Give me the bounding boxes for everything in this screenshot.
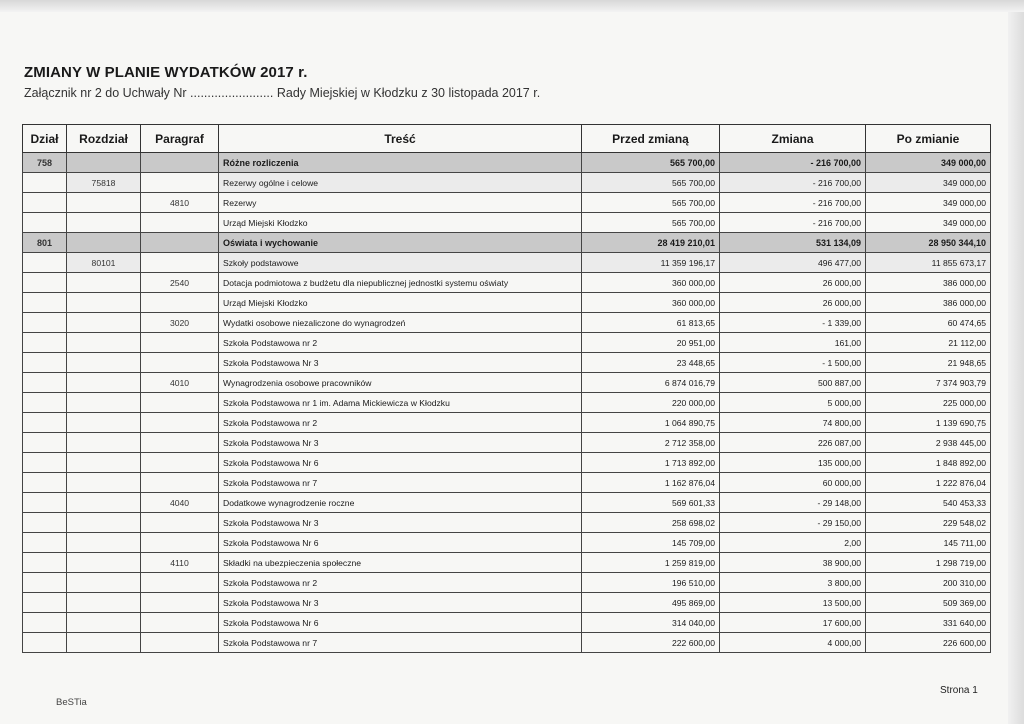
cell-po-zmianie: 386 000,00 — [866, 293, 991, 313]
cell-przed-zmiana: 6 874 016,79 — [582, 373, 720, 393]
cell-zmiana: - 1 500,00 — [720, 353, 866, 373]
cell-tresc: Dotacja podmiotowa z budżetu dla niepublicznej jednostki systemu oświaty — [219, 273, 582, 293]
cell-przed-zmiana: 565 700,00 — [582, 173, 720, 193]
cell-tresc: Szkoła Podstawowa nr 2 — [219, 333, 582, 353]
cell-paragraf — [141, 253, 219, 273]
table-row — [23, 593, 991, 613]
table-row — [23, 233, 991, 253]
cell-dzial — [23, 333, 67, 353]
header-zmiana: Zmiana — [720, 125, 866, 153]
cell-po-zmianie: 1 848 892,00 — [866, 453, 991, 473]
cell-paragraf: 4040 — [141, 493, 219, 513]
cell-przed-zmiana: 565 700,00 — [582, 193, 720, 213]
cell-paragraf: 4810 — [141, 193, 219, 213]
table-row — [23, 633, 991, 653]
table-header-row — [23, 125, 991, 153]
table-row — [23, 213, 991, 233]
cell-po-zmianie: 225 000,00 — [866, 393, 991, 413]
cell-po-zmianie: 331 640,00 — [866, 613, 991, 633]
cell-rozdzial — [67, 333, 141, 353]
cell-zmiana: 38 900,00 — [720, 553, 866, 573]
cell-po-zmianie: 1 298 719,00 — [866, 553, 991, 573]
cell-przed-zmiana: 565 700,00 — [582, 153, 720, 173]
table-row — [23, 493, 991, 513]
cell-po-zmianie: 540 453,33 — [866, 493, 991, 513]
cell-tresc: Szkoła Podstawowa Nr 6 — [219, 453, 582, 473]
cell-paragraf — [141, 213, 219, 233]
cell-po-zmianie: 349 000,00 — [866, 193, 991, 213]
cell-tresc: Szkoła Podstawowa Nr 6 — [219, 533, 582, 553]
cell-po-zmianie: 349 000,00 — [866, 153, 991, 173]
cell-paragraf — [141, 533, 219, 553]
table-row — [23, 193, 991, 213]
cell-po-zmianie: 349 000,00 — [866, 173, 991, 193]
cell-rozdzial — [67, 633, 141, 653]
cell-dzial — [23, 493, 67, 513]
table-row — [23, 533, 991, 553]
header-tresc: Treść — [219, 125, 582, 153]
cell-rozdzial — [67, 153, 141, 173]
cell-przed-zmiana: 2 712 358,00 — [582, 433, 720, 453]
cell-zmiana: 500 887,00 — [720, 373, 866, 393]
cell-rozdzial — [67, 273, 141, 293]
table-row — [23, 553, 991, 573]
cell-przed-zmiana: 61 813,65 — [582, 313, 720, 333]
table-row — [23, 513, 991, 533]
cell-zmiana: 161,00 — [720, 333, 866, 353]
cell-zmiana: 496 477,00 — [720, 253, 866, 273]
table-row — [23, 373, 991, 393]
cell-dzial — [23, 613, 67, 633]
cell-dzial — [23, 393, 67, 413]
table-row — [23, 273, 991, 293]
cell-zmiana: 60 000,00 — [720, 473, 866, 493]
cell-paragraf: 4010 — [141, 373, 219, 393]
cell-zmiana: 26 000,00 — [720, 273, 866, 293]
cell-przed-zmiana: 360 000,00 — [582, 293, 720, 313]
cell-tresc: Szkoła Podstawowa Nr 3 — [219, 593, 582, 613]
cell-zmiana: 26 000,00 — [720, 293, 866, 313]
cell-rozdzial — [67, 513, 141, 533]
cell-paragraf — [141, 233, 219, 253]
cell-dzial — [23, 433, 67, 453]
cell-tresc: Szkoły podstawowe — [219, 253, 582, 273]
cell-przed-zmiana: 11 359 196,17 — [582, 253, 720, 273]
cell-paragraf — [141, 593, 219, 613]
scan-right-edge — [1008, 12, 1024, 724]
cell-tresc: Szkoła Podstawowa nr 7 — [219, 633, 582, 653]
cell-rozdzial — [67, 193, 141, 213]
footer-software-label: BeSTia — [56, 697, 87, 708]
cell-paragraf — [141, 333, 219, 353]
cell-po-zmianie: 509 369,00 — [866, 593, 991, 613]
table-row — [23, 573, 991, 593]
cell-przed-zmiana: 1 064 890,75 — [582, 413, 720, 433]
cell-rozdzial — [67, 393, 141, 413]
cell-przed-zmiana: 1 259 819,00 — [582, 553, 720, 573]
table-row — [23, 333, 991, 353]
table-body — [23, 153, 991, 653]
header-paragraf: Paragraf — [141, 125, 219, 153]
cell-po-zmianie: 2 938 445,00 — [866, 433, 991, 453]
cell-po-zmianie: 145 711,00 — [866, 533, 991, 553]
cell-zmiana: 5 000,00 — [720, 393, 866, 413]
cell-rozdzial — [67, 593, 141, 613]
cell-zmiana: 3 800,00 — [720, 573, 866, 593]
header-przed-zmiana: Przed zmianą — [582, 125, 720, 153]
cell-paragraf — [141, 413, 219, 433]
cell-tresc: Rezerwy — [219, 193, 582, 213]
cell-tresc: Szkoła Podstawowa Nr 3 — [219, 353, 582, 373]
cell-tresc: Składki na ubezpieczenia społeczne — [219, 553, 582, 573]
cell-rozdzial — [67, 533, 141, 553]
cell-zmiana: 17 600,00 — [720, 613, 866, 633]
cell-dzial — [23, 293, 67, 313]
cell-paragraf: 4110 — [141, 553, 219, 573]
cell-przed-zmiana: 314 040,00 — [582, 613, 720, 633]
cell-przed-zmiana: 1 162 876,04 — [582, 473, 720, 493]
table-row — [23, 353, 991, 373]
cell-dzial — [23, 593, 67, 613]
cell-zmiana: - 1 339,00 — [720, 313, 866, 333]
cell-paragraf — [141, 433, 219, 453]
cell-przed-zmiana: 196 510,00 — [582, 573, 720, 593]
cell-dzial — [23, 173, 67, 193]
cell-tresc: Oświata i wychowanie — [219, 233, 582, 253]
cell-rozdzial — [67, 473, 141, 493]
cell-dzial — [23, 373, 67, 393]
cell-paragraf — [141, 633, 219, 653]
cell-zmiana: 135 000,00 — [720, 453, 866, 473]
cell-zmiana: 226 087,00 — [720, 433, 866, 453]
cell-po-zmianie: 226 600,00 — [866, 633, 991, 653]
cell-dzial: 758 — [23, 153, 67, 173]
cell-zmiana: - 29 150,00 — [720, 513, 866, 533]
table-row — [23, 453, 991, 473]
cell-po-zmianie: 60 474,65 — [866, 313, 991, 333]
cell-przed-zmiana: 569 601,33 — [582, 493, 720, 513]
cell-rozdzial — [67, 573, 141, 593]
cell-rozdzial — [67, 313, 141, 333]
cell-tresc: Urząd Miejski Kłodzko — [219, 213, 582, 233]
expenditure-changes-table — [22, 124, 991, 653]
cell-dzial: 801 — [23, 233, 67, 253]
cell-dzial — [23, 553, 67, 573]
cell-dzial — [23, 533, 67, 553]
cell-po-zmianie: 21 112,00 — [866, 333, 991, 353]
header-rozdzial: Rozdział — [67, 125, 141, 153]
header-dzial: Dział — [23, 125, 67, 153]
cell-tresc: Rezerwy ogólne i celowe — [219, 173, 582, 193]
cell-paragraf: 2540 — [141, 273, 219, 293]
cell-rozdzial — [67, 613, 141, 633]
cell-zmiana: 74 800,00 — [720, 413, 866, 433]
table-row — [23, 433, 991, 453]
cell-dzial — [23, 253, 67, 273]
table-row — [23, 413, 991, 433]
cell-tresc: Szkoła Podstawowa nr 2 — [219, 413, 582, 433]
cell-zmiana: - 216 700,00 — [720, 213, 866, 233]
cell-dzial — [23, 273, 67, 293]
cell-dzial — [23, 313, 67, 333]
cell-rozdzial — [67, 293, 141, 313]
cell-rozdzial — [67, 553, 141, 573]
cell-rozdzial: 80101 — [67, 253, 141, 273]
cell-tresc: Dodatkowe wynagrodzenie roczne — [219, 493, 582, 513]
cell-paragraf: 3020 — [141, 313, 219, 333]
header-po-zmianie: Po zmianie — [866, 125, 991, 153]
cell-paragraf — [141, 473, 219, 493]
cell-rozdzial — [67, 213, 141, 233]
page-subtitle: Załącznik nr 2 do Uchwały Nr ........................ Rady Miejskiej w Kłodzku z 30 listopada 2017 r. — [24, 86, 541, 100]
table-row — [23, 613, 991, 633]
cell-przed-zmiana: 220 000,00 — [582, 393, 720, 413]
cell-rozdzial — [67, 413, 141, 433]
cell-po-zmianie: 200 310,00 — [866, 573, 991, 593]
cell-przed-zmiana: 145 709,00 — [582, 533, 720, 553]
cell-tresc: Szkoła Podstawowa Nr 3 — [219, 513, 582, 533]
cell-dzial — [23, 453, 67, 473]
cell-po-zmianie: 229 548,02 — [866, 513, 991, 533]
cell-po-zmianie: 21 948,65 — [866, 353, 991, 373]
table-row — [23, 173, 991, 193]
cell-zmiana: 531 134,09 — [720, 233, 866, 253]
cell-rozdzial — [67, 373, 141, 393]
page-title: ZMIANY W PLANIE WYDATKÓW 2017 r. — [24, 64, 308, 81]
cell-dzial — [23, 193, 67, 213]
table-row — [23, 153, 991, 173]
cell-po-zmianie: 349 000,00 — [866, 213, 991, 233]
scan-top-band — [0, 0, 1024, 12]
cell-rozdzial — [67, 493, 141, 513]
page-number: Strona 1 — [940, 685, 978, 696]
cell-tresc: Urząd Miejski Kłodzko — [219, 293, 582, 313]
cell-paragraf — [141, 293, 219, 313]
cell-przed-zmiana: 360 000,00 — [582, 273, 720, 293]
cell-zmiana: - 216 700,00 — [720, 173, 866, 193]
cell-zmiana: 4 000,00 — [720, 633, 866, 653]
cell-tresc: Wydatki osobowe niezaliczone do wynagrodzeń — [219, 313, 582, 333]
cell-po-zmianie: 1 139 690,75 — [866, 413, 991, 433]
cell-po-zmianie: 28 950 344,10 — [866, 233, 991, 253]
table-row — [23, 293, 991, 313]
cell-dzial — [23, 473, 67, 493]
cell-rozdzial — [67, 433, 141, 453]
table-row — [23, 393, 991, 413]
cell-tresc: Wynagrodzenia osobowe pracowników — [219, 373, 582, 393]
cell-dzial — [23, 353, 67, 373]
cell-paragraf — [141, 573, 219, 593]
cell-dzial — [23, 413, 67, 433]
cell-przed-zmiana: 495 869,00 — [582, 593, 720, 613]
cell-tresc: Szkoła Podstawowa nr 2 — [219, 573, 582, 593]
cell-rozdzial: 75818 — [67, 173, 141, 193]
cell-przed-zmiana: 258 698,02 — [582, 513, 720, 533]
cell-zmiana: - 216 700,00 — [720, 153, 866, 173]
table-row — [23, 473, 991, 493]
cell-po-zmianie: 386 000,00 — [866, 273, 991, 293]
cell-przed-zmiana: 1 713 892,00 — [582, 453, 720, 473]
cell-tresc: Szkoła Podstawowa Nr 3 — [219, 433, 582, 453]
cell-zmiana: 2,00 — [720, 533, 866, 553]
cell-dzial — [23, 573, 67, 593]
cell-paragraf — [141, 153, 219, 173]
cell-przed-zmiana: 23 448,65 — [582, 353, 720, 373]
cell-tresc: Różne rozliczenia — [219, 153, 582, 173]
cell-paragraf — [141, 613, 219, 633]
cell-paragraf — [141, 393, 219, 413]
cell-zmiana: - 29 148,00 — [720, 493, 866, 513]
cell-tresc: Szkoła Podstawowa nr 7 — [219, 473, 582, 493]
cell-paragraf — [141, 173, 219, 193]
cell-zmiana: 13 500,00 — [720, 593, 866, 613]
cell-rozdzial — [67, 233, 141, 253]
cell-przed-zmiana: 565 700,00 — [582, 213, 720, 233]
cell-po-zmianie: 11 855 673,17 — [866, 253, 991, 273]
cell-tresc: Szkoła Podstawowa nr 1 im. Adama Mickiewicza w Kłodzku — [219, 393, 582, 413]
cell-przed-zmiana: 20 951,00 — [582, 333, 720, 353]
cell-dzial — [23, 213, 67, 233]
cell-tresc: Szkoła Podstawowa Nr 6 — [219, 613, 582, 633]
cell-przed-zmiana: 222 600,00 — [582, 633, 720, 653]
cell-zmiana: - 216 700,00 — [720, 193, 866, 213]
table-row — [23, 253, 991, 273]
cell-paragraf — [141, 513, 219, 533]
cell-dzial — [23, 513, 67, 533]
cell-paragraf — [141, 453, 219, 473]
table-row — [23, 313, 991, 333]
cell-przed-zmiana: 28 419 210,01 — [582, 233, 720, 253]
cell-dzial — [23, 633, 67, 653]
cell-rozdzial — [67, 353, 141, 373]
cell-po-zmianie: 7 374 903,79 — [866, 373, 991, 393]
cell-paragraf — [141, 353, 219, 373]
cell-rozdzial — [67, 453, 141, 473]
cell-po-zmianie: 1 222 876,04 — [866, 473, 991, 493]
